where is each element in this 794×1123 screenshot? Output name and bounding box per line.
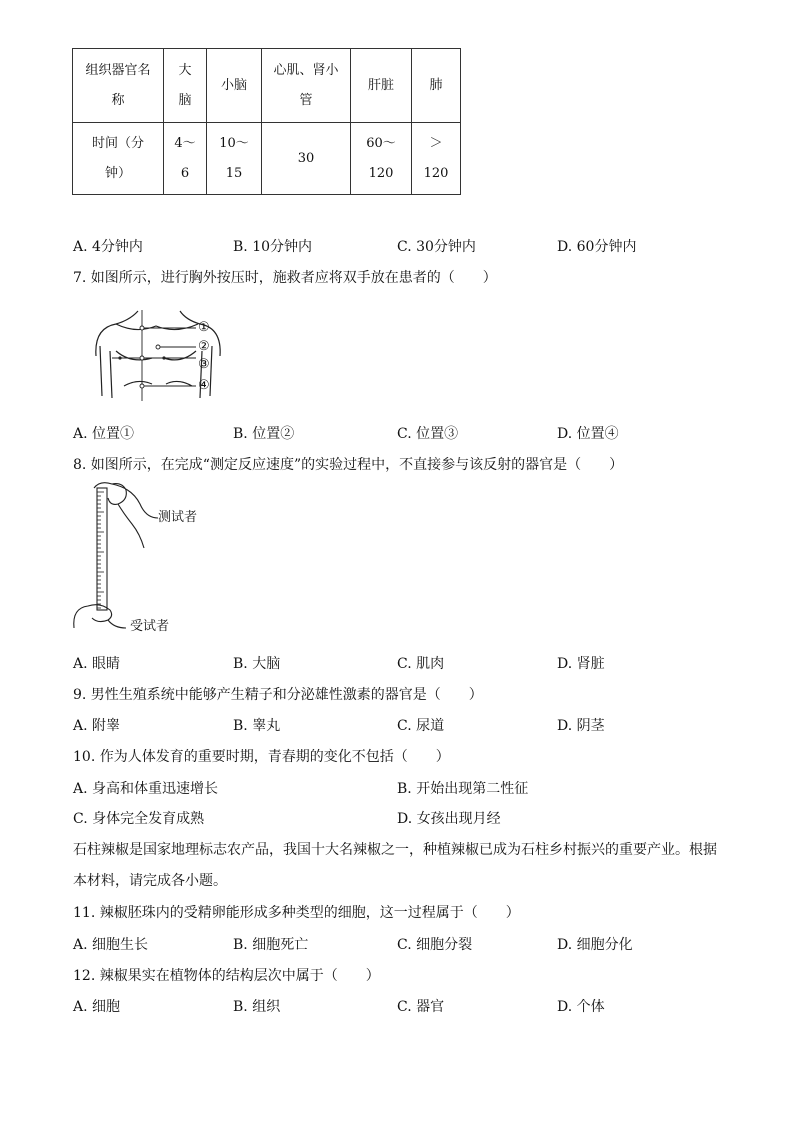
q10-option-b[interactable]: B. 开始出现第二性征 — [397, 781, 529, 797]
table-header-cell: 组织器官名 称 — [73, 49, 164, 123]
table-header-cell: 心肌、肾小 管 — [262, 49, 351, 123]
q8-option-c[interactable]: C. 肌肉 — [397, 656, 445, 672]
q7-option-a[interactable]: A. 位置① — [73, 426, 135, 442]
tester-label: 测试者 — [158, 510, 198, 525]
q12-stem: 12. 辣椒果实在植物体的结构层次中属于（ ） — [73, 968, 380, 984]
subject-label: 受试者 — [130, 619, 170, 634]
q10-option-d[interactable]: D. 女孩出现月经 — [397, 811, 501, 827]
marker-2: ② — [198, 339, 210, 354]
ruler-reaction-figure — [70, 478, 160, 636]
table-cell: 60～ 120 — [351, 123, 412, 195]
q6-option-c[interactable]: C. 30分钟内 — [397, 239, 476, 255]
q12-option-c[interactable]: C. 器官 — [397, 999, 445, 1015]
q9-option-b[interactable]: B. 睾丸 — [233, 718, 281, 734]
q10-stem: 10. 作为人体发育的重要时期，青春期的变化不包括（ ） — [73, 749, 450, 765]
q7-stem: 7. 如图所示，进行胸外按压时，施救者应将双手放在患者的（ ） — [73, 270, 497, 286]
marker-4: ④ — [198, 378, 210, 393]
organ-time-table — [72, 48, 461, 195]
q11-option-c[interactable]: C. 细胞分裂 — [397, 937, 473, 953]
q11-stem: 11. 辣椒胚珠内的受精卵能形成多种类型的细胞，这一过程属于（ ） — [73, 905, 520, 921]
marker-3: ③ — [198, 357, 210, 372]
q6-option-d[interactable]: D. 60分钟内 — [557, 239, 637, 255]
table-header-cell: 肝脏 — [351, 49, 412, 123]
marker-1: ① — [198, 320, 210, 335]
q7-option-d[interactable]: D. 位置④ — [557, 426, 619, 442]
q9-stem: 9. 男性生殖系统中能够产生精子和分泌雄性激素的器官是（ ） — [73, 687, 483, 703]
q7-option-b[interactable]: B. 位置② — [233, 426, 295, 442]
passage-line-2: 本材料，请完成各小题。 — [73, 873, 227, 889]
q11-option-b[interactable]: B. 细胞死亡 — [233, 937, 309, 953]
q6-option-a[interactable]: A. 4分钟内 — [73, 239, 143, 255]
table-header-cell: 大 脑 — [164, 49, 207, 123]
table-cell: 时间（分 钟） — [73, 123, 164, 195]
q9-option-c[interactable]: C. 尿道 — [397, 718, 445, 734]
q12-option-a[interactable]: A. 细胞 — [73, 999, 121, 1015]
q11-option-a[interactable]: A. 细胞生长 — [73, 937, 149, 953]
table-cell: 30 — [262, 123, 351, 195]
q10-option-a[interactable]: A. 身高和体重迅速增长 — [73, 781, 219, 797]
q11-option-d[interactable]: D. 细胞分化 — [557, 937, 633, 953]
q6-option-b[interactable]: B. 10分钟内 — [233, 239, 313, 255]
table-cell: 4～ 6 — [164, 123, 207, 195]
q10-option-c[interactable]: C. 身体完全发育成熟 — [73, 811, 205, 827]
q9-option-a[interactable]: A. 附睾 — [73, 718, 121, 734]
q12-option-b[interactable]: B. 组织 — [233, 999, 281, 1015]
passage-line-1: 石柱辣椒是国家地理标志农产品，我国十大名辣椒之一，种植辣椒已成为石柱乡村振兴的重要产业。根据 — [73, 842, 717, 858]
table-row — [73, 123, 461, 195]
table-header-cell: 小脑 — [207, 49, 262, 123]
q8-option-d[interactable]: D. 肾脏 — [557, 656, 605, 672]
q8-option-b[interactable]: B. 大脑 — [233, 656, 281, 672]
table-row — [73, 49, 461, 123]
table-cell: 10～ 15 — [207, 123, 262, 195]
q9-option-d[interactable]: D. 阴茎 — [557, 718, 605, 734]
table-cell: ＞ 120 — [412, 123, 461, 195]
q8-stem: 8. 如图所示，在完成“测定反应速度”的实验过程中，不直接参与该反射的器官是（ ） — [73, 457, 624, 473]
q7-option-c[interactable]: C. 位置③ — [397, 426, 459, 442]
q8-option-a[interactable]: A. 眼睛 — [73, 656, 121, 672]
table-header-cell: 肺 — [412, 49, 461, 123]
q12-option-d[interactable]: D. 个体 — [557, 999, 605, 1015]
